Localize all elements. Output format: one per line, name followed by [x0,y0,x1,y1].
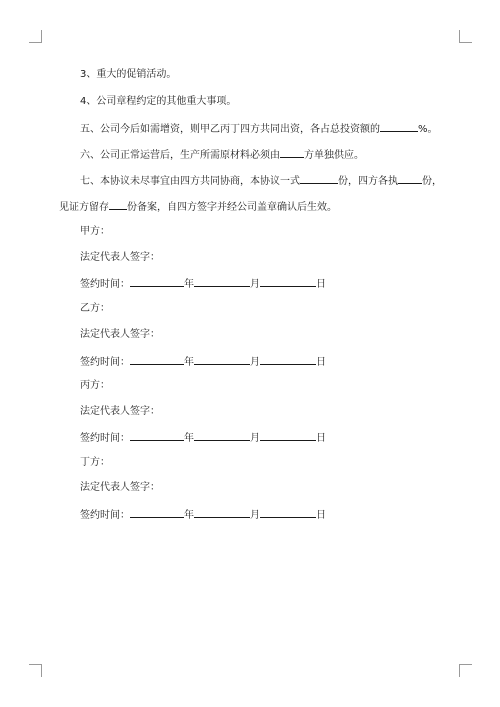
day-label: 日 [316,279,326,290]
month-label: 月 [250,357,260,368]
party-a-sign-date [80,277,326,291]
date-label: 签约时间： [80,279,130,290]
month-blank [194,431,250,441]
party-d-label: 丁方： [80,457,110,468]
item-3-text: 3、重大的促销活动。 [80,69,177,80]
crop-mark-bottom-right [459,664,472,677]
year-blank [130,431,184,441]
date-label: 签约时间： [80,357,130,368]
year-label: 年 [184,433,194,444]
party-a-rep-signature: 法定代表人签字： [80,252,160,263]
year-blank [130,355,184,365]
clause-7-part-2: 份，四方各执 [338,176,398,187]
year-label: 年 [184,279,194,290]
copies-total-blank [300,174,338,184]
month-label: 月 [250,510,260,521]
month-label: 月 [250,279,260,290]
party-c-rep-signature: 法定代表人签字： [80,406,160,417]
clause-6-before: 六、公司正常运营后，生产所需原材料必须由 [80,150,280,161]
month-label: 月 [250,433,260,444]
clause-7-part-3: 份， [422,176,442,187]
day-label: 日 [316,433,326,444]
clause-6-after: 方单独供应。 [304,150,364,161]
investment-share-blank [380,122,418,132]
year-label: 年 [184,510,194,521]
party-b-rep-signature: 法定代表人签字： [80,329,160,340]
day-blank [260,508,316,518]
date-label: 签约时间： [80,510,130,521]
month-blank [194,355,250,365]
clause-7-part-1: 七、本协议未尽事宜由四方共同协商，本协议一式 [80,176,300,187]
clause-5-before: 五、公司今后如需增资，则甲乙丙丁四方共同出资，各占总投资额的 [80,124,380,135]
clause-6 [80,148,364,162]
date-label: 签约时间： [80,433,130,444]
day-blank [260,431,316,441]
month-blank [194,508,250,518]
copies-each-blank [398,174,422,184]
item-4-text: 4、公司章程约定的其他重大事项。 [80,96,237,107]
party-a-label: 甲方： [80,226,110,237]
year-label: 年 [184,357,194,368]
clause-7-line-1 [80,174,442,188]
party-c-sign-date [80,431,326,445]
crop-mark-top-left [29,30,42,43]
day-label: 日 [316,357,326,368]
supplier-blank [280,148,304,158]
clause-7-line-2 [59,200,337,214]
party-c-label: 丙方： [80,380,110,391]
clause-7-part-4: 见证方留存 [59,202,109,213]
clause-7-part-5: 份备案，自四方签字并经公司盖章确认后生效。 [127,202,337,213]
day-blank [260,277,316,287]
party-b-label: 乙方： [80,303,110,314]
month-blank [194,277,250,287]
party-d-sign-date [80,508,326,522]
year-blank [130,508,184,518]
witness-copies-blank [109,200,127,210]
crop-mark-bottom-left [29,664,42,677]
party-d-rep-signature: 法定代表人签字： [80,482,160,493]
party-b-sign-date [80,355,326,369]
day-label: 日 [316,510,326,521]
day-blank [260,355,316,365]
clause-5-after: %。 [418,124,438,135]
clause-5 [80,122,438,136]
year-blank [130,277,184,287]
crop-mark-top-right [459,30,472,43]
